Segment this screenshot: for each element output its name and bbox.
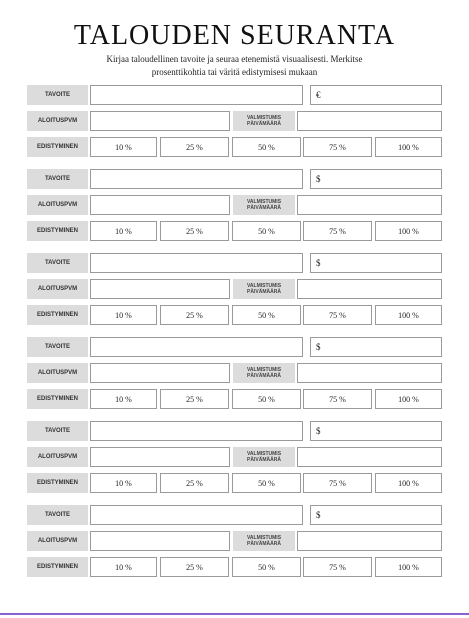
end-date-input[interactable] bbox=[297, 195, 442, 215]
start-date-input[interactable] bbox=[90, 363, 230, 383]
end-date-input[interactable] bbox=[297, 111, 442, 131]
progress-box-4[interactable]: 100 % bbox=[375, 557, 442, 577]
progress-box-3[interactable]: 75 % bbox=[303, 557, 372, 577]
end-date-input[interactable] bbox=[297, 279, 442, 299]
goal-input[interactable] bbox=[90, 169, 303, 189]
goal-label: TAVOITE bbox=[27, 169, 88, 189]
goal-label: TAVOITE bbox=[27, 85, 88, 105]
end-date-label-line-1: VALMISTUMIS bbox=[246, 451, 282, 457]
start-date-label: ALOITUSPVM bbox=[27, 279, 88, 299]
end-date-label-line-1: VALMISTUMIS bbox=[246, 535, 282, 541]
progress-box-2[interactable]: 50 % bbox=[232, 557, 301, 577]
goal-amount-input[interactable] bbox=[310, 505, 442, 525]
start-date-input[interactable] bbox=[90, 531, 230, 551]
subtitle-line-1: Kirjaa taloudellinen tavoite ja seuraa etenemistä visuaalisesti. Merkitse bbox=[106, 54, 363, 64]
progress-box-3[interactable]: 75 % bbox=[303, 473, 372, 493]
progress-label: EDISTYMINEN bbox=[27, 473, 88, 493]
progress-label: EDISTYMINEN bbox=[27, 137, 88, 157]
progress-box-1[interactable]: 25 % bbox=[160, 221, 229, 241]
goal-input[interactable] bbox=[90, 253, 303, 273]
end-date-label-line-2: PÄIVÄMÄÄRÄ bbox=[247, 373, 281, 379]
progress-box-4[interactable]: 100 % bbox=[375, 137, 442, 157]
end-date-label-line-2: PÄIVÄMÄÄRÄ bbox=[247, 289, 281, 295]
currency-symbol: $ bbox=[316, 174, 321, 184]
progress-label: EDISTYMINEN bbox=[27, 221, 88, 241]
start-date-input[interactable] bbox=[90, 447, 230, 467]
end-date-label-line-2: PÄIVÄMÄÄRÄ bbox=[247, 541, 281, 547]
progress-box-0[interactable]: 10 % bbox=[90, 137, 157, 157]
currency-symbol: € bbox=[316, 90, 321, 100]
progress-box-2[interactable]: 50 % bbox=[232, 389, 301, 409]
end-date-label-line-1: VALMISTUMIS bbox=[246, 199, 282, 205]
start-date-label: ALOITUSPVM bbox=[27, 363, 88, 383]
progress-box-2[interactable]: 50 % bbox=[232, 221, 301, 241]
goal-amount-input[interactable] bbox=[310, 421, 442, 441]
progress-box-3[interactable]: 75 % bbox=[303, 305, 372, 325]
progress-box-4[interactable]: 100 % bbox=[375, 389, 442, 409]
end-date-label-line-2: PÄIVÄMÄÄRÄ bbox=[247, 121, 281, 127]
end-date-label bbox=[233, 111, 295, 131]
goal-input[interactable] bbox=[90, 85, 303, 105]
end-date-label-line-1: VALMISTUMIS bbox=[246, 367, 282, 373]
end-date-input[interactable] bbox=[297, 363, 442, 383]
goal-amount-input[interactable] bbox=[310, 169, 442, 189]
goal-amount-input[interactable] bbox=[310, 253, 442, 273]
currency-symbol: $ bbox=[316, 342, 321, 352]
progress-box-3[interactable]: 75 % bbox=[303, 137, 372, 157]
end-date-label bbox=[233, 195, 295, 215]
goal-amount-input[interactable] bbox=[310, 337, 442, 357]
start-date-label: ALOITUSPVM bbox=[27, 531, 88, 551]
goal-label: TAVOITE bbox=[27, 253, 88, 273]
progress-box-3[interactable]: 75 % bbox=[303, 389, 372, 409]
progress-box-1[interactable]: 25 % bbox=[160, 557, 229, 577]
goal-input[interactable] bbox=[90, 337, 303, 357]
progress-box-0[interactable]: 10 % bbox=[90, 389, 157, 409]
end-date-label-line-2: PÄIVÄMÄÄRÄ bbox=[247, 205, 281, 211]
progress-box-0[interactable]: 10 % bbox=[90, 473, 157, 493]
end-date-label bbox=[233, 363, 295, 383]
progress-box-0[interactable]: 10 % bbox=[90, 305, 157, 325]
end-date-label bbox=[233, 279, 295, 299]
goal-input[interactable] bbox=[90, 421, 303, 441]
end-date-label bbox=[233, 531, 295, 551]
currency-symbol: $ bbox=[316, 258, 321, 268]
start-date-label: ALOITUSPVM bbox=[27, 195, 88, 215]
currency-symbol: $ bbox=[316, 426, 321, 436]
progress-box-4[interactable]: 100 % bbox=[375, 221, 442, 241]
end-date-label-line-2: PÄIVÄMÄÄRÄ bbox=[247, 457, 281, 463]
progress-label: EDISTYMINEN bbox=[27, 389, 88, 409]
progress-box-1[interactable]: 25 % bbox=[160, 305, 229, 325]
goal-label: TAVOITE bbox=[27, 421, 88, 441]
progress-box-4[interactable]: 100 % bbox=[375, 305, 442, 325]
page-title: TALOUDEN SEURANTA bbox=[73, 20, 396, 51]
end-date-label-line-1: VALMISTUMIS bbox=[246, 115, 282, 121]
bottom-accent-line bbox=[0, 613, 469, 615]
start-date-input[interactable] bbox=[90, 195, 230, 215]
progress-box-1[interactable]: 25 % bbox=[160, 137, 229, 157]
end-date-input[interactable] bbox=[297, 531, 442, 551]
goal-amount-input[interactable] bbox=[310, 85, 442, 105]
progress-box-2[interactable]: 50 % bbox=[232, 473, 301, 493]
progress-box-0[interactable]: 10 % bbox=[90, 557, 157, 577]
subtitle-line-2: prosenttikohtia tai väritä edistymisesi mukaan bbox=[151, 67, 318, 77]
start-date-label: ALOITUSPVM bbox=[27, 111, 88, 131]
progress-box-1[interactable]: 25 % bbox=[160, 473, 229, 493]
progress-box-0[interactable]: 10 % bbox=[90, 221, 157, 241]
progress-box-4[interactable]: 100 % bbox=[375, 473, 442, 493]
goal-label: TAVOITE bbox=[27, 337, 88, 357]
progress-box-2[interactable]: 50 % bbox=[232, 137, 301, 157]
progress-box-1[interactable]: 25 % bbox=[160, 389, 229, 409]
start-date-input[interactable] bbox=[90, 279, 230, 299]
start-date-input[interactable] bbox=[90, 111, 230, 131]
goal-label: TAVOITE bbox=[27, 505, 88, 525]
goal-input[interactable] bbox=[90, 505, 303, 525]
progress-label: EDISTYMINEN bbox=[27, 557, 88, 577]
currency-symbol: $ bbox=[316, 510, 321, 520]
page-subtitle bbox=[60, 53, 409, 79]
end-date-input[interactable] bbox=[297, 447, 442, 467]
progress-box-3[interactable]: 75 % bbox=[303, 221, 372, 241]
end-date-label bbox=[233, 447, 295, 467]
progress-box-2[interactable]: 50 % bbox=[232, 305, 301, 325]
progress-label: EDISTYMINEN bbox=[27, 305, 88, 325]
start-date-label: ALOITUSPVM bbox=[27, 447, 88, 467]
end-date-label-line-1: VALMISTUMIS bbox=[246, 283, 282, 289]
